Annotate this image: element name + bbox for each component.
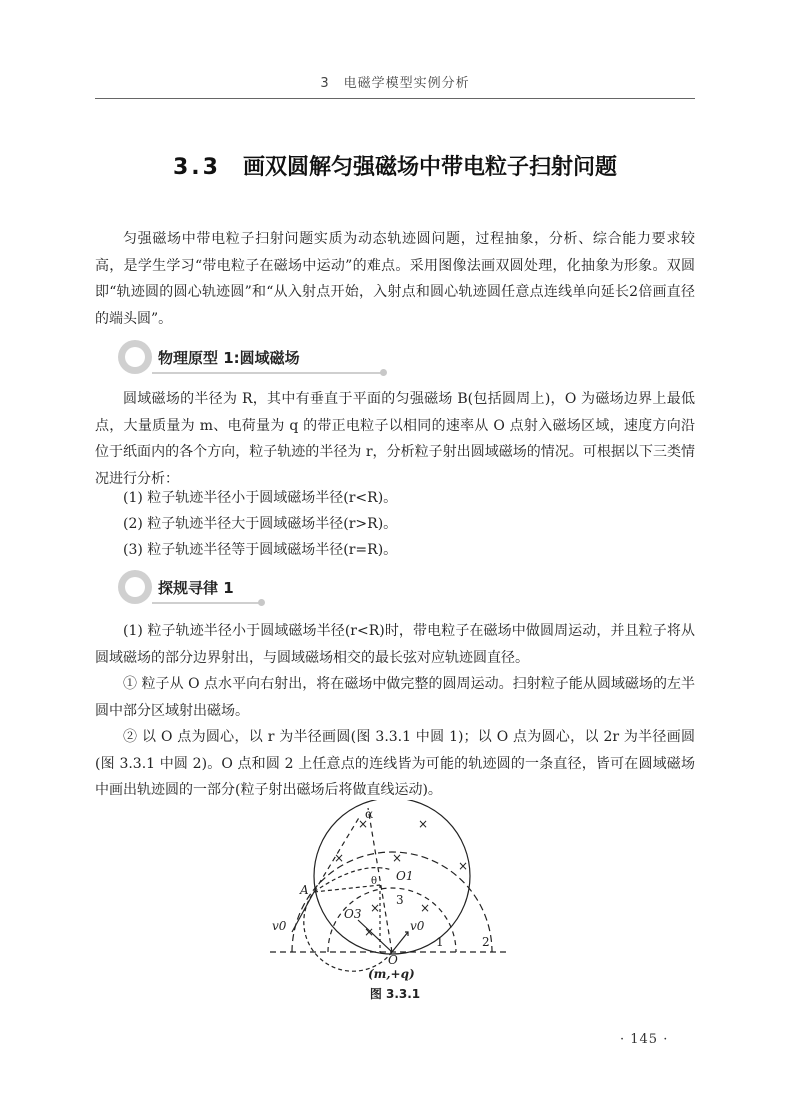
explore-paragraph-3: ② 以 O 点为圆心，以 r 为半径画圆(图 3.3.1 中圆 1)；以 O 点为圆心，以 2r 为半径画圆(图 3.3.1 中圆 2)。O 点和圆 2 上任意点的连线皆为可能的轨迹圆的一条直径，皆可在圆域磁场中画出轨迹圆的一部分(粒子射出磁场后将做直线运动)。 <box>95 729 695 798</box>
explore-paragraph-2: ① 粒子从 O 点水平向右射出，将在磁场中做完整的圆周运动。扫射粒子能从圆域磁场的左半圆中部分区域射出磁场。 <box>95 676 695 719</box>
explore-heading-label: 探规寻律 1 <box>158 579 234 597</box>
intro-paragraph: 匀强磁场中带电粒子扫射问题实质为动态轨迹圆问题，过程抽象，分析、综合能力要求较高，是学生学习“带电粒子在磁场中运动”的难点。采用图像法画双圆处理，化抽象为形象。双圆即“轨迹圆的圆心轨迹圆”和“从入射点开始，入射点和圆心轨迹圆任意点连线单向延长2倍画直径的端头圆”。 <box>95 231 695 327</box>
label-3: 3 <box>396 893 404 907</box>
case-item: (2) 粒子轨迹半径大于圆域磁场半径(r>R)。 <box>123 516 398 532</box>
cross-mark: × <box>418 817 429 831</box>
explore-paragraph-1: (1) 粒子轨迹半径小于圆域磁场半径(r<R)时，带电粒子在磁场中做圆周运动，并且粒子将从圆域磁场的部分边界射出，与圆域磁场相交的最长弦对应轨迹圆直径。 <box>95 623 695 666</box>
model-heading <box>118 340 418 380</box>
running-header: 3 电磁学模型实例分析 <box>320 76 470 91</box>
case-item: (1) 粒子轨迹半径小于圆域磁场半径(r<R)。 <box>123 490 398 506</box>
heading-underline <box>152 602 262 604</box>
label-O1: O1 <box>396 869 414 883</box>
label-alpha: α <box>365 807 374 821</box>
heading-circle-icon <box>118 570 152 604</box>
page-number: · 145 · <box>620 1032 669 1047</box>
velocity-arrow <box>392 932 408 952</box>
label-1: 1 <box>436 935 444 949</box>
model-heading-label: 物理原型 1:圆域磁场 <box>158 349 300 367</box>
cross-mark: × <box>420 901 431 915</box>
explore-heading <box>118 570 418 610</box>
label-mq: (m,+q) <box>368 967 415 981</box>
label-theta: θ <box>371 876 378 887</box>
section-number: 3.3 <box>173 155 221 180</box>
label-v0-right: v0 <box>410 919 425 933</box>
figure-caption: 图 3.3.1 <box>369 987 421 1001</box>
cross-mark: × <box>370 901 381 915</box>
section-title-text: 画双圆解匀强磁场中带电粒子扫射问题 <box>242 155 617 180</box>
heading-dot-icon <box>258 599 265 606</box>
header-rule <box>95 98 695 99</box>
heading-underline <box>152 372 382 374</box>
exit-line <box>292 892 314 932</box>
field-circle <box>314 800 470 954</box>
cross-mark: × <box>358 817 369 831</box>
label-O: O <box>388 953 398 967</box>
heading-dot-icon <box>380 369 387 376</box>
cross-mark: × <box>334 851 345 865</box>
case-item: (3) 粒子轨迹半径等于圆域磁场半径(r=R)。 <box>123 542 398 558</box>
label-A: A <box>300 883 309 897</box>
cross-mark: × <box>364 925 375 939</box>
label-2: 2 <box>482 935 490 949</box>
label-O3: O3 <box>344 907 362 921</box>
cross-mark: × <box>392 851 403 865</box>
label-v0-left: v0 <box>272 919 287 933</box>
figure-diagram <box>270 800 520 990</box>
section-title <box>0 150 790 181</box>
cross-mark: × <box>458 859 469 873</box>
heading-circle-icon <box>118 340 152 374</box>
model-paragraph: 圆域磁场的半径为 R，其中有垂直于平面的匀强磁场 B(包括圆周上)，O 为磁场边界上最低点，大量质量为 m、电荷量为 q 的带正电粒子以相同的速率从 O 点射入磁场区域，速度方向沿位于纸面内的各个方向，粒子轨迹的半径为 r，分析粒子射出圆域磁场的情况。可根据以下三类情况进行分析： <box>95 391 695 487</box>
